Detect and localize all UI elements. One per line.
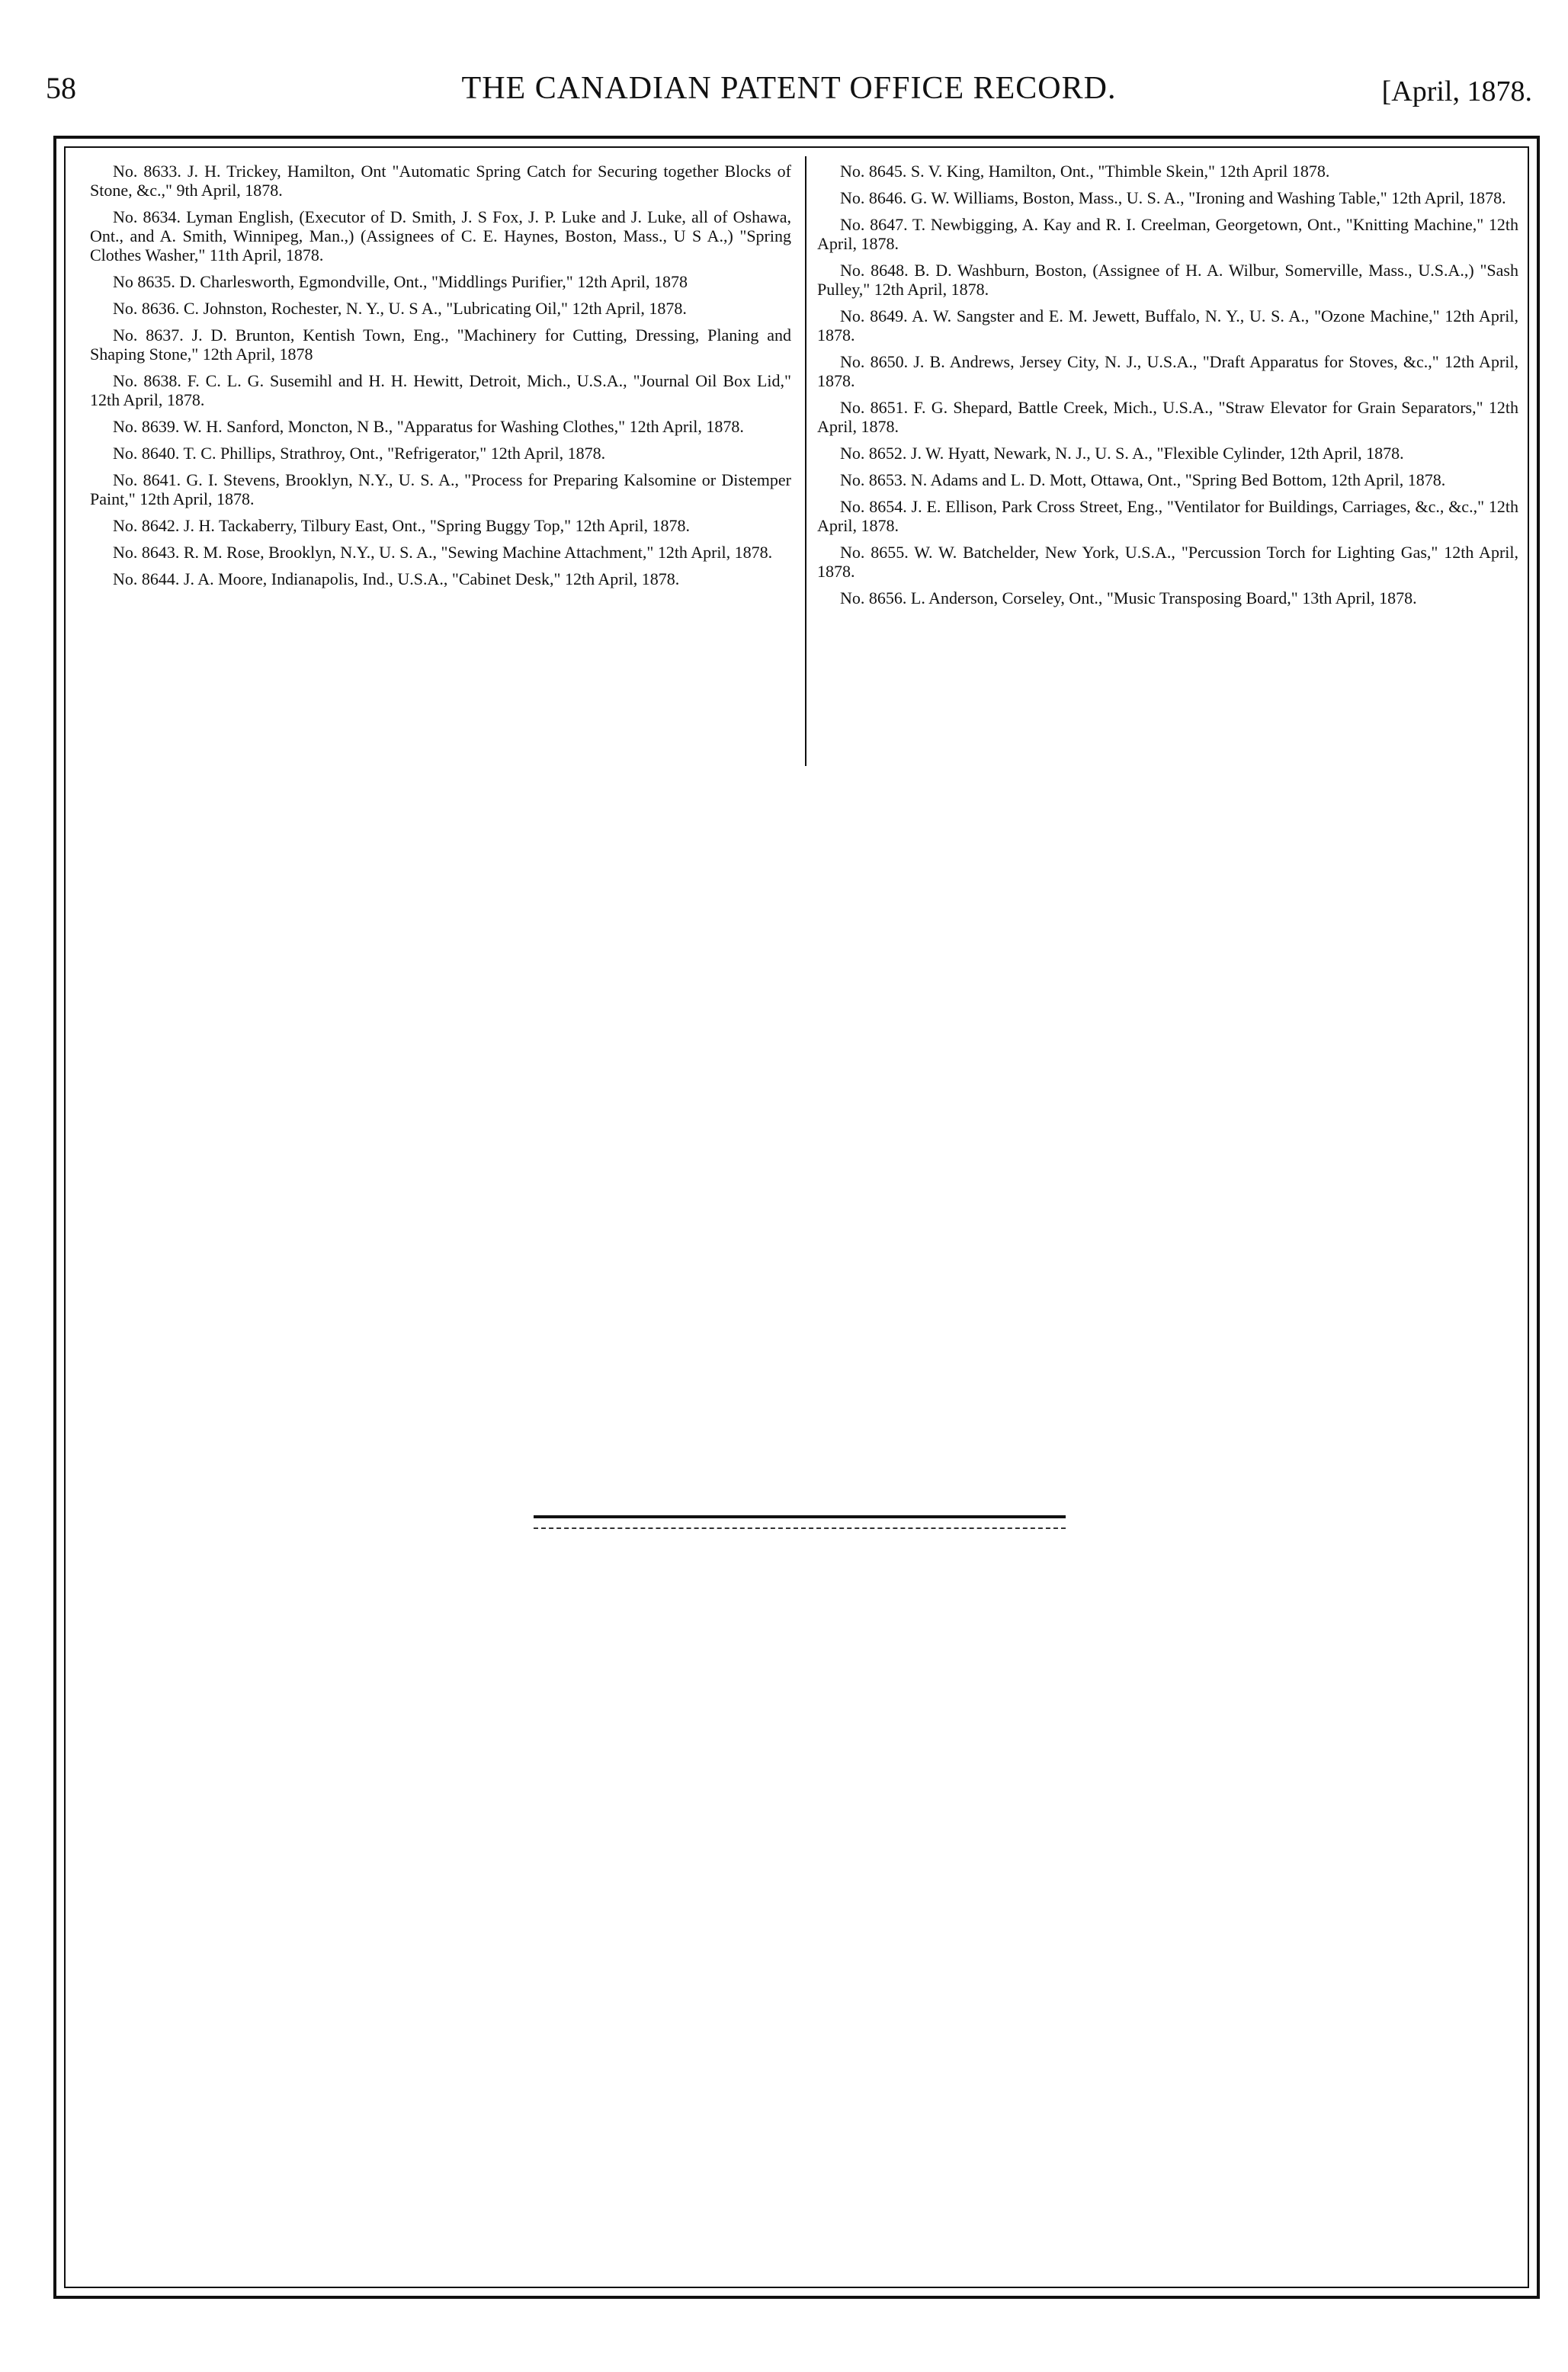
journal-title: THE CANADIAN PATENT OFFICE RECORD. [461, 71, 1117, 106]
issue-date: [April, 1878. [1381, 75, 1532, 107]
patent-entry: No. 8655. W. W. Batchelder, New York, U.S.A., "Percussion Torch for Lighting Gas," 12th April, 1878. [817, 543, 1518, 581]
page-header [46, 70, 1532, 116]
patent-entry: No. 8642. J. H. Tackaberry, Tilbury East, Ont., "Spring Buggy Top," 12th April, 1878. [113, 516, 690, 535]
patent-entry: No. 8640. T. C. Phillips, Strathroy, Ont., "Refrigerator," 12th April, 1878. [113, 444, 606, 463]
patent-entry: No. 8653. N. Adams and L. D. Mott, Ottawa, Ont., "Spring Bed Bottom, 12th April, 1878. [840, 470, 1446, 489]
section-rule-thin [534, 1527, 1066, 1529]
patent-entry: No 8635. D. Charlesworth, Egmondville, Ont., "Middlings Purifier," 12th April, 1878 [113, 272, 688, 291]
patent-entry: No. 8634. Lyman English, (Executor of D. Smith, J. S Fox, J. P. Luke and J. Luke, all of Oshawa, Ont., and A. Smith, Winnipeg, Man.,) (Assignees of C. E. Haynes, Boston, Mass., U S A.,) "Spring Clothes Washer," 11th April, 1878. [90, 207, 791, 264]
left-column [90, 162, 791, 596]
patent-entry: No. 8638. F. C. L. G. Susemihl and H. H. Hewitt, Detroit, Mich., U.S.A., "Journal Oil Box Lid," 12th April, 1878. [90, 371, 791, 409]
column-divider [805, 156, 806, 766]
patent-entry: No. 8644. J. A. Moore, Indianapolis, Ind., U.S.A., "Cabinet Desk," 12th April, 1878. [113, 569, 680, 588]
patent-entry: No. 8645. S. V. King, Hamilton, Ont., "Thimble Skein," 12th April 1878. [840, 162, 1330, 181]
patent-entry: No. 8637. J. D. Brunton, Kentish Town, Eng., "Machinery for Cutting, Dressing, Planing and Shaping Stone," 12th April, 1878 [90, 325, 791, 364]
patent-entry: No. 8650. J. B. Andrews, Jersey City, N. J., U.S.A., "Draft Apparatus for Stoves, &c.," 12th April, 1878. [817, 352, 1518, 390]
patent-entry: No. 8636. C. Johnston, Rochester, N. Y., U. S A., "Lubricating Oil," 12th April, 1878. [113, 299, 687, 318]
patent-entry: No. 8646. G. W. Williams, Boston, Mass., U. S. A., "Ironing and Washing Table," 12th April, 1878. [840, 188, 1506, 207]
patent-entry: No. 8651. F. G. Shepard, Battle Creek, Mich., U.S.A., "Straw Elevator for Grain Separators," 12th April, 1878. [817, 398, 1518, 436]
page-number: 58 [46, 71, 76, 105]
patent-entry: No. 8654. J. E. Ellison, Park Cross Street, Eng., "Ventilator for Buildings, Carriages, &c., &c.," 12th April, 1878. [817, 497, 1518, 535]
patent-entry: No. 8639. W. H. Sanford, Moncton, N B., "Apparatus for Washing Clothes," 12th April, 1878. [113, 417, 744, 436]
patent-entry: No. 8652. J. W. Hyatt, Newark, N. J., U. S. A., "Flexible Cylinder, 12th April, 1878. [840, 444, 1404, 463]
patent-entry: No. 8656. L. Anderson, Corseley, Ont., "Music Transposing Board," 13th April, 1878. [840, 588, 1417, 607]
patent-entry: No. 8648. B. D. Washburn, Boston, (Assignee of H. A. Wilbur, Somerville, Mass., U.S.A.,) "Sash Pulley," 12th April, 1878. [817, 261, 1518, 299]
patent-entry: No. 8647. T. Newbigging, A. Kay and R. I. Creelman, Georgetown, Ont., "Knitting Machine," 12th April, 1878. [817, 215, 1518, 253]
patent-entry: No. 8641. G. I. Stevens, Brooklyn, N.Y., U. S. A., "Process for Preparing Kalsomine or Distemper Paint," 12th April, 1878. [90, 470, 791, 508]
patent-entry: No. 8643. R. M. Rose, Brooklyn, N.Y., U. S. A., "Sewing Machine Attachment," 12th April, 1878. [113, 543, 773, 562]
patent-entry: No. 8633. J. H. Trickey, Hamilton, Ont "Automatic Spring Catch for Securing together Blocks of Stone, &c.," 9th April, 1878. [90, 162, 791, 200]
right-column [817, 162, 1518, 615]
section-rule-thick [534, 1515, 1066, 1518]
patent-entry: No. 8649. A. W. Sangster and E. M. Jewett, Buffalo, N. Y., U. S. A., "Ozone Machine," 12th April, 1878. [817, 306, 1518, 345]
